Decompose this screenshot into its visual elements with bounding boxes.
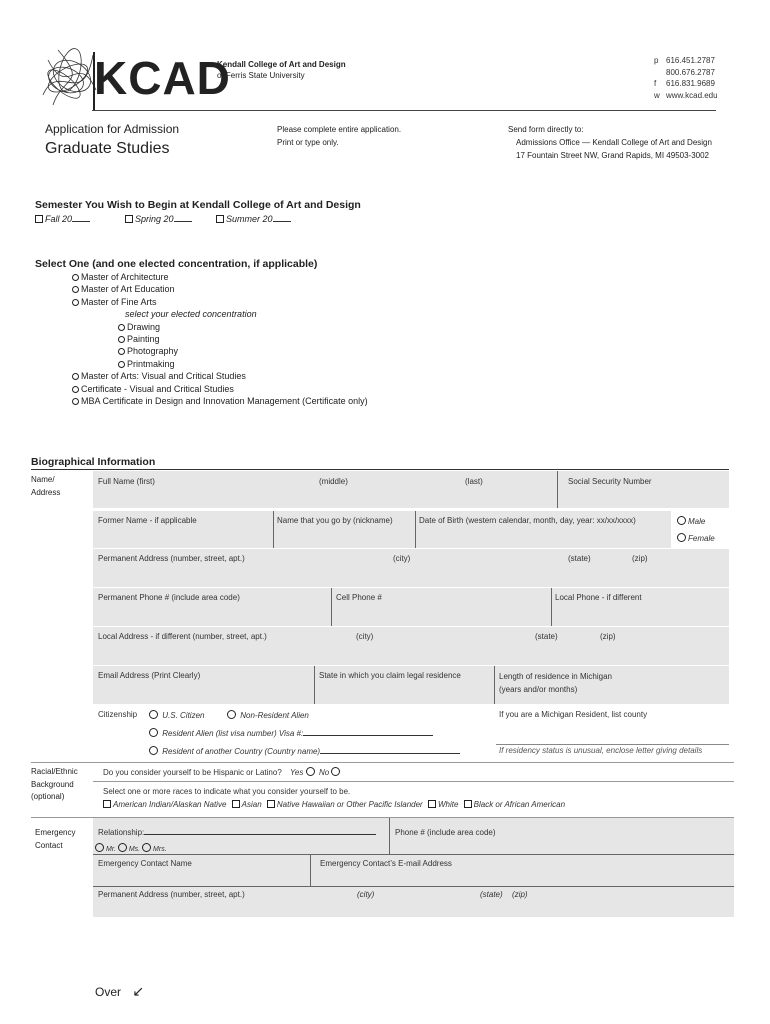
concentration-option[interactable]: Photography (72, 345, 368, 357)
title-ms[interactable]: Ms. (118, 846, 140, 853)
races-question: Select one or more races to indicate what you consider yourself to be. (103, 787, 351, 796)
radio-icon[interactable] (95, 843, 104, 852)
bio-divider (31, 469, 729, 470)
non-resident-option[interactable]: Non-Resident Alien (227, 710, 309, 720)
radio-icon[interactable] (72, 386, 79, 393)
program-option[interactable]: Master of Art Education (72, 283, 368, 295)
hispanic-no[interactable]: No (319, 767, 342, 777)
bio-heading: Biographical Information (31, 456, 156, 468)
race-option[interactable]: Asian (232, 800, 262, 809)
other-country-option[interactable]: Resident of another Country (Country name) (149, 746, 460, 756)
contact-block (654, 55, 734, 101)
radio-icon[interactable] (118, 361, 125, 368)
ethnic-divider (31, 762, 734, 763)
radio-icon[interactable] (149, 746, 158, 755)
hispanic-yes[interactable]: Yes (290, 767, 317, 777)
header-divider (92, 110, 716, 111)
radio-icon[interactable] (118, 324, 125, 331)
gender-male[interactable]: Male (677, 516, 705, 526)
program-list (72, 271, 368, 407)
radio-icon[interactable] (227, 710, 236, 719)
emergency-phone-label: Phone # (include area code) (395, 828, 496, 837)
instructions-1: Please complete entire application. (277, 125, 402, 134)
last-label: (last) (465, 477, 483, 486)
arrow-down-left-icon: ↙ (132, 983, 145, 999)
perm-phone-label: Permanent Phone # (include area code) (98, 593, 240, 602)
contact-fax: f 616.831.9689 (654, 79, 715, 88)
residence-length-label: Length of residence in Michigan (years and/or months) (499, 672, 612, 694)
emergency-col-divider (389, 818, 390, 854)
semester-heading: Semester You Wish to Begin at Kendall College of Art and Design (35, 199, 361, 211)
concentration-option[interactable]: Painting (72, 333, 368, 345)
radio-icon[interactable] (677, 533, 686, 542)
local-state-label: (state) (535, 632, 558, 641)
ssn-label: Social Security Number (568, 477, 652, 486)
cell-phone-label: Cell Phone # (336, 593, 382, 602)
race-option[interactable]: White (428, 800, 458, 809)
summer-checkbox[interactable] (216, 215, 224, 223)
race-option[interactable]: American Indian/Alaskan Native (103, 800, 226, 809)
fall-checkbox[interactable] (35, 215, 43, 223)
state-label: (state) (568, 554, 591, 563)
city-label: (city) (393, 554, 411, 563)
radio-icon[interactable] (72, 373, 79, 380)
former-name-label: Former Name - if applicable (98, 516, 197, 525)
program-option[interactable]: Certificate - Visual and Critical Studies (72, 383, 368, 395)
radio-icon[interactable] (142, 843, 151, 852)
concentration-option[interactable]: Printmaking (72, 358, 368, 370)
over-label: Over ↙ (95, 983, 145, 999)
ethnic-inner-divider (93, 781, 734, 782)
contact-web[interactable]: w www.kcad.edu (654, 90, 718, 100)
contact-phone-2: 800.676.2787 (666, 67, 715, 77)
contact-email-label: Emergency Contact’s E-mail Address (320, 859, 452, 868)
full-name-label: Full Name (first) (98, 477, 155, 486)
citizenship-label: Citizenship (98, 710, 138, 719)
send-label: Send form directly to: (508, 125, 584, 134)
page-title: Graduate Studies (45, 140, 170, 157)
logo-text: KCAD (94, 52, 231, 104)
local-address-label: Local Address - if different (number, street, apt.) (98, 632, 267, 641)
residency-note: If residency status is unusual, enclose letter giving details (499, 746, 703, 755)
radio-icon[interactable] (118, 843, 127, 852)
programs-heading: Select One (and one elected concentration, if applicable) (35, 258, 318, 270)
dob-label: Date of Birth (western calendar, month, day, year: xx/xx/xxxx) (419, 516, 636, 525)
title-options (95, 843, 167, 853)
program-option[interactable]: Master of Arts: Visual and Critical Studies (72, 370, 368, 382)
radio-icon[interactable] (118, 336, 125, 343)
emergency-name-divider (310, 854, 311, 886)
emergency-label: Emergency Contact (35, 828, 76, 850)
emergency-row-line (93, 854, 734, 855)
college-name: Kendall College of Art and Design (217, 60, 346, 69)
hispanic-question: Do you consider yourself to be Hispanic or Latino? (103, 768, 282, 777)
radio-icon[interactable] (149, 728, 158, 737)
radio-icon[interactable] (72, 274, 79, 281)
race-option[interactable]: Black or African American (464, 800, 565, 809)
radio-icon[interactable] (72, 299, 79, 306)
concentration-option[interactable]: Drawing (72, 321, 368, 333)
radio-icon[interactable] (677, 516, 686, 525)
emergency-zip-label: (zip) (512, 890, 528, 899)
local-zip-label: (zip) (600, 632, 616, 641)
emergency-city-label: (city) (357, 890, 375, 899)
checkbox-icon[interactable] (103, 800, 111, 808)
instructions-2: Print or type only. (277, 138, 339, 147)
local-city-label: (city) (356, 632, 374, 641)
program-option[interactable]: MBA Certificate in Design and Innovation Management (Certificate only) (72, 395, 368, 407)
title-mrs[interactable]: Mrs. (142, 846, 167, 853)
checkbox-icon[interactable] (232, 800, 240, 808)
checkbox-icon[interactable] (267, 800, 275, 808)
program-option[interactable]: Master of Architecture (72, 271, 368, 283)
college-subtitle: of Ferris State University (217, 71, 305, 80)
concentration-label: select your elected concentration (125, 309, 257, 320)
send-address-1: Admissions Office — Kendall College of Art and Design (516, 138, 712, 147)
legal-state-label: State in which you claim legal residence (319, 671, 461, 680)
nickname-label: Name that you go by (nickname) (277, 516, 393, 525)
semester-summer[interactable]: Summer 20 (216, 214, 291, 224)
mi-county-line[interactable] (496, 744, 729, 745)
send-address-2: 17 Fountain Street NW, Grand Rapids, MI 49503-3002 (516, 151, 709, 160)
mi-county-label: If you are a Michigan Resident, list county (499, 710, 648, 719)
local-phone-label: Local Phone - if different (555, 593, 642, 602)
resident-alien-option[interactable]: Resident Alien (list visa number) Visa #: (149, 728, 433, 738)
spring-checkbox[interactable] (125, 215, 133, 223)
checkbox-icon[interactable] (464, 800, 472, 808)
application-label: Application for Admission (45, 122, 180, 136)
radio-icon[interactable] (72, 286, 79, 293)
semester-fall[interactable]: Fall 20 (35, 214, 90, 224)
us-citizen-option[interactable]: U.S. Citizen (149, 710, 204, 720)
contact-phone: p 616.451.2787 (654, 56, 715, 65)
zip-label: (zip) (632, 554, 648, 563)
gender-female[interactable]: Female (677, 533, 715, 543)
race-options (103, 800, 565, 809)
emergency-row-line-2 (93, 886, 734, 887)
perm-address-label: Permanent Address (number, street, apt.) (98, 554, 245, 563)
radio-icon[interactable] (118, 348, 125, 355)
logo (38, 40, 231, 120)
ethnic-label: Racial/Ethnic Background (optional) (31, 767, 78, 801)
contact-name-label: Emergency Contact Name (98, 859, 192, 868)
race-option[interactable]: Native Hawaiian or Other Pacific Islander (267, 800, 423, 809)
relationship-label: Relationship: (98, 828, 376, 837)
name-address-label: Name/ Address (31, 475, 61, 497)
title-mr[interactable]: Mr. (95, 846, 116, 853)
email-label: Email Address (Print Clearly) (98, 671, 201, 680)
radio-icon[interactable] (331, 767, 340, 776)
emergency-state-label: (state) (480, 890, 503, 899)
program-option[interactable]: Master of Fine Arts (72, 296, 368, 308)
radio-icon[interactable] (72, 398, 79, 405)
semester-spring[interactable]: Spring 20 (125, 214, 192, 224)
radio-icon[interactable] (149, 710, 158, 719)
emergency-address-label: Permanent Address (number, street, apt.) (98, 890, 245, 899)
middle-label: (middle) (319, 477, 348, 486)
checkbox-icon[interactable] (428, 800, 436, 808)
radio-icon[interactable] (306, 767, 315, 776)
